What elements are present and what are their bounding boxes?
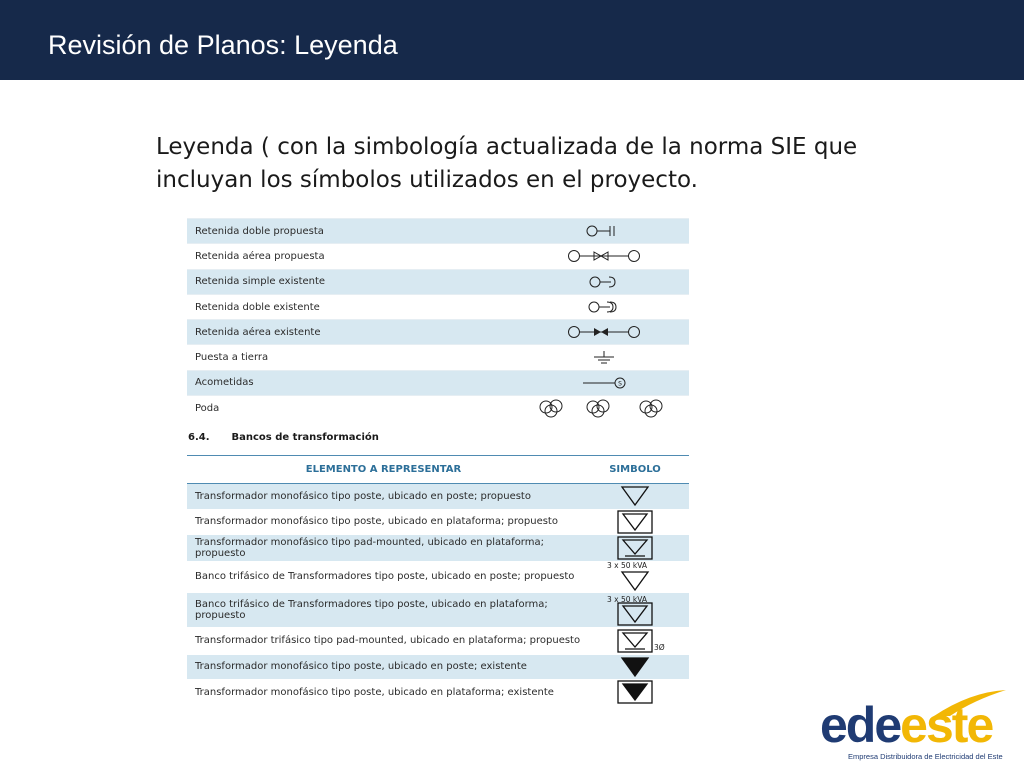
- table-row: [187, 593, 689, 627]
- transformer-label: Transformador monofásico tipo pad-mounted, ubicado en plataforma; propuesto: [195, 536, 544, 559]
- transformer-padmounted-proposed-symbol: [581, 535, 689, 561]
- retenida-simple-existente-symbol: [519, 269, 689, 294]
- transformer-label: Transformador monofásico tipo poste, ubicado en poste; propuesto: [195, 490, 531, 502]
- logo-wordmark: [820, 696, 992, 754]
- table-row: [187, 679, 689, 706]
- page-title: Revisión de Planos: Leyenda: [48, 30, 398, 60]
- retenida-aerea-propuesta-symbol: [519, 244, 689, 269]
- transformer-label: Transformador monofásico tipo poste, ubicado en poste; existente: [195, 661, 527, 672]
- legend-table: [187, 218, 689, 420]
- title-bar: [0, 0, 1024, 80]
- column-header-symbol: SIMBOLO: [581, 456, 689, 484]
- transformer-label: Banco trifásico de Transformadores tipo poste, ubicado en poste; propuesto: [195, 571, 575, 582]
- table-row: [187, 345, 689, 370]
- intro-text: Leyenda ( con la simbología actualizada de la norma SIE que incluyan los símbolos utilizados en el proyecto.: [156, 134, 858, 193]
- acometida-mark: S: [618, 380, 622, 388]
- table-row: [187, 655, 689, 679]
- acometida-symbol: [519, 370, 689, 395]
- table-row: [187, 294, 689, 319]
- logo-ede: ede: [820, 697, 901, 753]
- transformer-platform-proposed-symbol: [581, 509, 689, 535]
- transformer-bank-pole-proposed-symbol: [581, 561, 689, 593]
- retenida-aerea-existente-symbol: [519, 320, 689, 345]
- legend-label: Retenida aérea existente: [195, 326, 321, 338]
- section-heading: [188, 432, 379, 443]
- section-title: Bancos de transformación: [231, 432, 379, 443]
- table-row: [187, 219, 689, 244]
- legend-label: Acometidas: [195, 377, 254, 389]
- table-row: [187, 370, 689, 395]
- tree-symbol: [519, 396, 689, 421]
- retenida-doble-existente-symbol: [519, 294, 689, 319]
- edeeste-logo: [820, 690, 1018, 762]
- table-row: [187, 269, 689, 294]
- table-row: [187, 244, 689, 269]
- retenida-doble-propuesta-symbol: [519, 219, 689, 244]
- legend-label: Retenida aérea propuesta: [195, 250, 325, 262]
- kva-caption: 3 x 50 kVA: [607, 560, 648, 570]
- section-number: 6.4.: [188, 432, 210, 443]
- transformer-platform-existing-symbol: [581, 679, 689, 706]
- legend-label: Retenida doble propuesta: [195, 225, 324, 237]
- kva-caption: 3 x 50 kVA: [607, 594, 648, 604]
- transformer-3ph-padmounted-proposed-symbol: [581, 627, 689, 655]
- table-row: [187, 484, 689, 509]
- logo-este: este: [900, 697, 993, 753]
- table-row: [187, 509, 689, 535]
- logo-subtitle: Empresa Distribuidora de Electricidad del Este: [848, 752, 1003, 761]
- legend-label: Retenida simple existente: [195, 276, 326, 288]
- legend-label: Retenida doble existente: [195, 301, 320, 313]
- table-row: [187, 535, 689, 561]
- transformer-label: Banco trifásico de Transformadores tipo poste, ubicado en plataforma; propuesto: [195, 598, 548, 621]
- table-row: [187, 396, 689, 421]
- transformer-bank-platform-proposed-symbol: [581, 593, 689, 627]
- phase-caption: 3Ø: [654, 642, 665, 652]
- transformer-pole-proposed-symbol: [581, 484, 689, 509]
- legend-label: Poda: [195, 402, 220, 414]
- table-row: [187, 627, 689, 655]
- transformers-table: [187, 455, 689, 706]
- table-row: [187, 320, 689, 345]
- table-header-row: [187, 456, 689, 484]
- column-header-element: ELEMENTO A REPRESENTAR: [187, 456, 581, 484]
- table-row: [187, 561, 689, 593]
- transformer-pole-existing-symbol: [581, 655, 689, 679]
- legend-label: Puesta a tierra: [195, 352, 269, 364]
- ground-symbol: [519, 345, 689, 370]
- transformer-label: Transformador monofásico tipo poste, ubicado en plataforma; propuesto: [195, 516, 558, 527]
- transformer-label: Transformador trifásico tipo pad-mounted, ubicado en plataforma; propuesto: [195, 635, 581, 646]
- transformer-label: Transformador monofásico tipo poste, ubicado en plataforma; existente: [195, 686, 554, 698]
